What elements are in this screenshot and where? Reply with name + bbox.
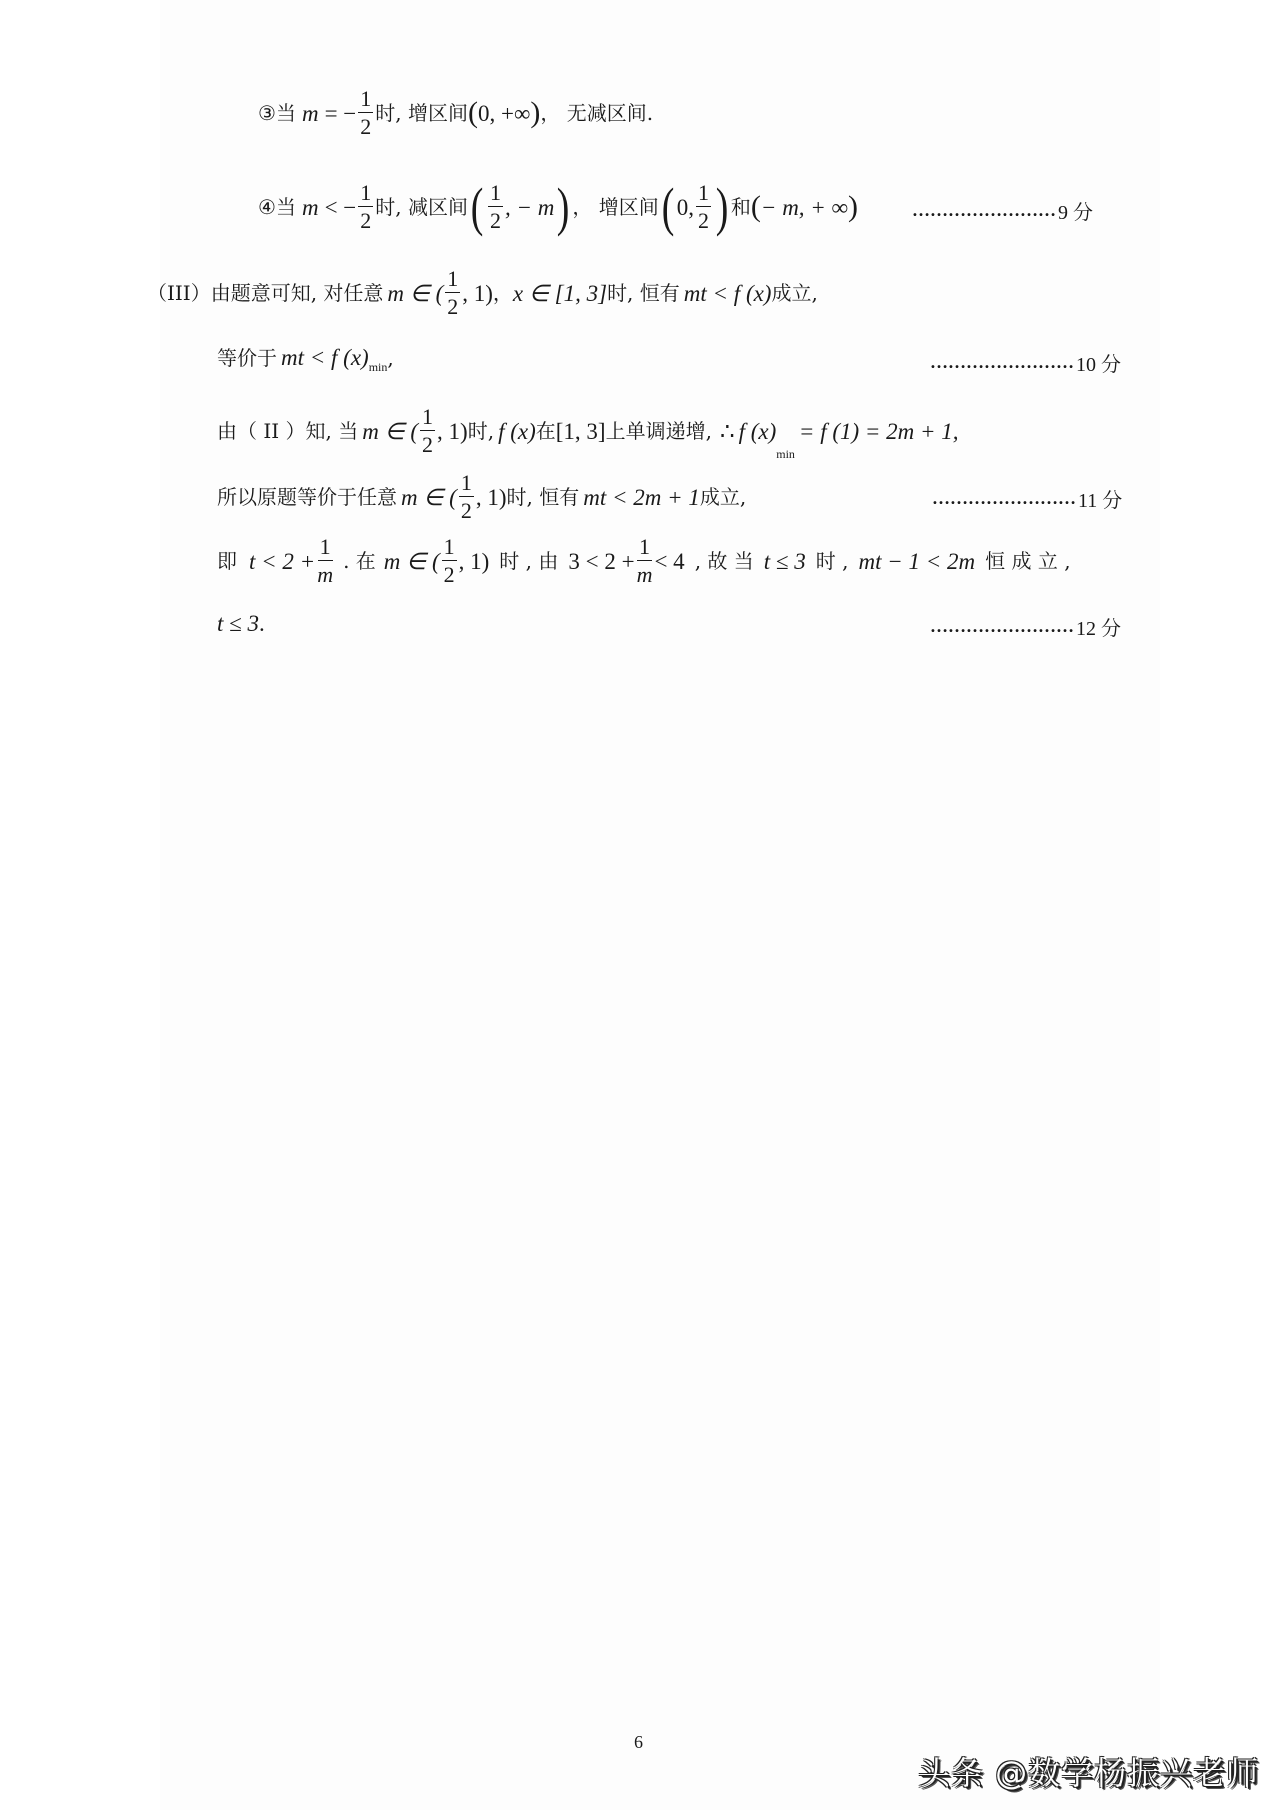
case3-shi: 时, 增区间	[375, 101, 468, 125]
case4-when: 当	[275, 195, 296, 219]
case4-fraction: $\frac{1}{2}$	[360, 180, 372, 233]
score-11: …………………… 11 分	[932, 488, 1123, 512]
case4-dec-interval: , − m	[504, 194, 555, 220]
case4-shi: 时, 减区间	[375, 195, 468, 219]
case4-inc-label: ， 增区间	[572, 195, 659, 219]
page-number: 6	[634, 1732, 643, 1752]
score-12: …………………… 12 分	[930, 616, 1121, 640]
case3-var: m	[301, 100, 319, 126]
case3-when: 当	[275, 101, 296, 125]
case4-rel: < −	[324, 194, 357, 220]
case3-fraction: $\frac{1}{2}$	[360, 86, 372, 139]
part3-label: （III）	[147, 281, 211, 305]
final-line: t ≤ 3 .	[217, 611, 265, 636]
case3-rest: ， 无减区间.	[540, 101, 654, 125]
case3-marker: ③	[258, 101, 276, 125]
case3-line: ③ 当 m = − $\frac{1}{2}$ 时, 增区间 ( 0, +∞ ) ， 无减区间.	[258, 86, 654, 139]
equiv-line: 等价于 mt < f (x) min ,	[217, 345, 394, 374]
case3-interval: 0, +∞	[477, 100, 531, 126]
case4-and: 和	[730, 195, 751, 219]
case4-marker: ④	[258, 195, 276, 219]
case4-inc-interval-head: 0,	[676, 194, 694, 220]
score-10: …………………… 10 分	[930, 352, 1121, 376]
case4-line: ④ 当 m < − $\frac{1}{2}$ 时, 减区间 ( $\frac{1}{2}$ , − m ) ， 增区间 ( 0, $\frac{1}{2}$ ) 和 ( − m, + ∞ )	[258, 177, 858, 237]
from-part2-line: 由（ II ）知, 当 m ∈ ( $\frac{1}{2}$ , 1) 时, f (x) 在 [1, 3] 上单调递增, ∴ f (x) min = f (1) = 2m + 1,	[217, 404, 959, 461]
watermark: 头条 @数学杨振兴老师	[918, 1754, 1260, 1792]
ie-line: 即 t < 2 + $\frac{1}{m}$ . 在 m ∈ ( $\frac{1}{2}$ , 1) 时 , 由 3 < 2 + $\frac{1}{m}$ < 4 , 故 当 t ≤ 3 时 , mt − 1 < 2m 恒 成 立 ,	[217, 534, 1071, 587]
case3-rel: = −	[324, 100, 357, 126]
part3-line: （III） 由题意可知, 对任意 m ∈ ( $\frac{1}{2}$ , 1) ， x ∈ [1, 3] 时, 恒有 mt < f (x) 成立,	[147, 266, 818, 319]
case4-var: m	[301, 194, 319, 220]
so-line: 所以原题等价于任意 m ∈ ( $\frac{1}{2}$ , 1) 时, 恒有 mt < 2m + 1 成立,	[217, 470, 747, 523]
score-9: …………………… 9 分	[912, 200, 1093, 224]
case4-inc-interval2: − m, + ∞	[760, 194, 848, 220]
